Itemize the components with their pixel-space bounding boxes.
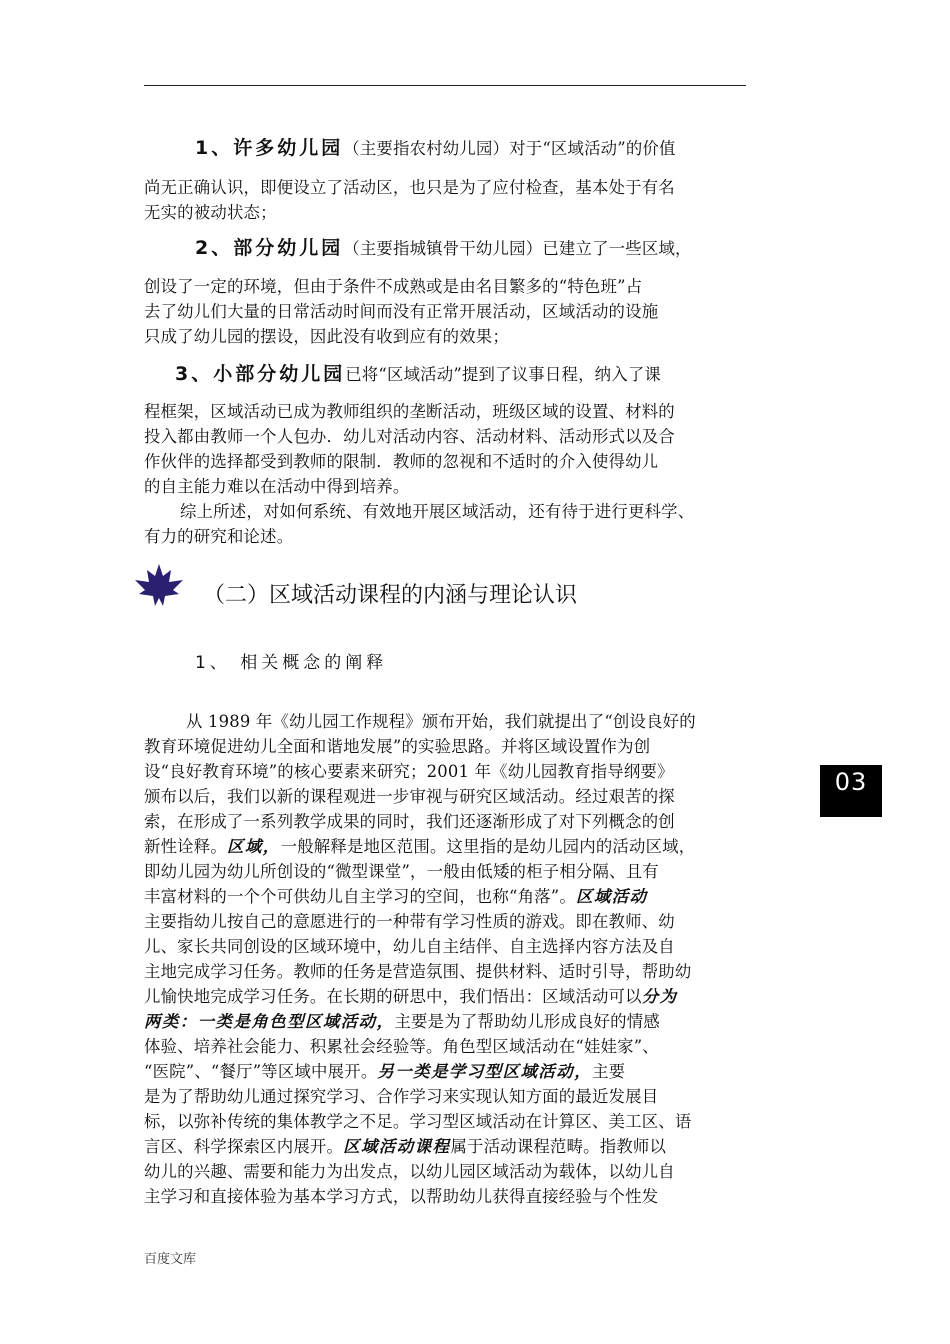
header-rule — [144, 85, 746, 86]
body-line: 主学习和直接体验为基本学习方式，以帮助幼儿获得直接经验与个性发 — [144, 1187, 659, 1206]
section-title: （二）区域活动课程的内涵与理论认识 — [203, 583, 578, 608]
body-line: 设“良好教育环境”的核心要素来研究；2001 年《幼儿园教育指导纲要》 — [144, 762, 674, 781]
term-curriculum: 区域活动课程 — [343, 1137, 451, 1156]
paragraph-2-text: （主要指城镇骨干幼儿园）已建立了一些区域， — [343, 239, 692, 258]
body-line: 儿、家长共同创设的区域环境中，幼儿自主结伴、自主选择内容方法及自 — [144, 937, 675, 956]
footer-source: 百度文库 — [144, 1252, 197, 1267]
body-text: 主要 — [592, 1062, 626, 1081]
term-role-type: 两类：一类是角色型区域活动， — [144, 1012, 395, 1031]
body-text: 属于活动课程范畴。指教师以 — [450, 1137, 667, 1156]
page-number-badge: 03 — [820, 765, 882, 817]
body-line: 幼儿的兴趣、需要和能力为出发点，以幼儿园区域活动为载体，以幼儿自 — [144, 1162, 675, 1181]
body-line: 是为了帮助幼儿通过探究学习、合作学习来实现认知方面的最近发展目 — [144, 1087, 659, 1106]
paragraph-1-text: （主要指农村幼儿园）对于“区域活动”的价值 — [343, 139, 676, 158]
maple-leaf-icon — [133, 562, 185, 608]
body-line: 主地完成学习任务。教师的任务是营造氛围、提供材料、适时引导，帮助幼 — [144, 962, 692, 981]
body-text: 一般解释是地区范围。这里指的是幼儿园内的活动区域， — [280, 837, 696, 856]
body-line — [144, 885, 746, 909]
paragraph-3-text: 已将“区域活动”提到了议事日程，纳入了课 — [345, 365, 662, 384]
body-line — [144, 1135, 746, 1159]
term-region-activity: 区域活动 — [575, 887, 648, 906]
body-text: 儿愉快地完成学习任务。在长期的研思中，我们悟出：区域活动可以 — [144, 987, 642, 1006]
paragraph-2-line: 只成了幼儿园的摆设，因此没有收到应有的效果； — [144, 327, 509, 346]
body-text: 新性诠释。 — [144, 837, 227, 856]
body-line — [144, 1010, 746, 1034]
paragraph-3-first-line — [175, 362, 750, 387]
body-line — [144, 835, 746, 859]
term-learning-type: 另一类是学习型区域活动， — [377, 1062, 593, 1081]
body-line: 颁布以后，我们以新的课程观进一步审视与研究区域活动。经过艰苦的探 — [144, 787, 675, 806]
body-line: 索，在形成了一系列教学成果的同时，我们还逐渐形成了对下列概念的创 — [144, 812, 675, 831]
body-line: 教育环境促进幼儿全面和谐地发展”的实验思路。并将区域设置作为创 — [144, 737, 651, 756]
paragraph-1-heading: 1、许多幼儿园 — [195, 137, 344, 159]
body-text: “医院”、“餐厅”等区域中展开。 — [144, 1062, 378, 1081]
body-text: 言区、科学探索区内展开。 — [144, 1137, 344, 1156]
body-line — [144, 985, 746, 1009]
paragraph-2-line: 去了幼儿们大量的日常活动时间而没有正常开展活动，区域活动的设施 — [144, 302, 659, 321]
body-text: 主要是为了帮助幼儿形成良好的情感 — [394, 1012, 660, 1031]
term-two-types: 分为 — [641, 987, 678, 1006]
body-line: 标，以弥补传统的集体教学之不足。学习型区域活动在计算区、美工区、语 — [144, 1112, 692, 1131]
paragraph-2-heading: 2、部分幼儿园 — [195, 237, 344, 259]
summary-line: 综上所述，对如何系统、有效地开展区域活动，还有待于进行更科学、 — [180, 502, 695, 521]
paragraph-2-line: 创设了一定的环境，但由于条件不成熟或是由名目繁多的“特色班”占 — [144, 277, 643, 296]
subsection-title: 1、 相关概念的阐释 — [195, 653, 388, 673]
paragraph-3-line: 程框架，区域活动已成为教师组织的垄断活动，班级区域的设置、材料的 — [144, 402, 675, 421]
paragraph-1-first-line — [195, 136, 750, 161]
paragraph-3-line: 投入都由教师一个人包办．幼儿对活动内容、活动材料、活动形式以及合 — [144, 427, 675, 446]
body-line: 从 1989 年《幼儿园工作规程》颁布开始，我们就提出了“创设良好的 — [186, 712, 696, 731]
body-line — [144, 1060, 746, 1084]
paragraph-1-line: 无实的被动状态； — [144, 203, 277, 222]
paragraph-3-line: 作伙伴的选择都受到教师的限制．教师的忽视和不适时的介入使得幼儿 — [144, 452, 659, 471]
body-line: 即幼儿园为幼儿所创设的“微型课堂”，一般由低矮的柜子相分隔、且有 — [144, 862, 659, 881]
paragraph-3-line: 的自主能力难以在活动中得到培养。 — [144, 477, 410, 496]
body-line: 主要指幼儿按自己的意愿进行的一种带有学习性质的游戏。即在教师、幼 — [144, 912, 675, 931]
body-line: 体验、培养社会能力、积累社会经验等。角色型区域活动在“娃娃家”、 — [144, 1037, 659, 1056]
body-text: 丰富材料的一个个可供幼儿自主学习的空间，也称“角落”。 — [144, 887, 576, 906]
paragraph-1-line: 尚无正确认识，即便设立了活动区，也只是为了应付检查，基本处于有名 — [144, 178, 675, 197]
paragraph-2-first-line — [195, 236, 750, 261]
term-region: 区域， — [226, 837, 281, 856]
summary-line: 有力的研究和论述。 — [144, 527, 294, 546]
paragraph-3-heading: 3、小部分幼儿园 — [175, 363, 346, 385]
